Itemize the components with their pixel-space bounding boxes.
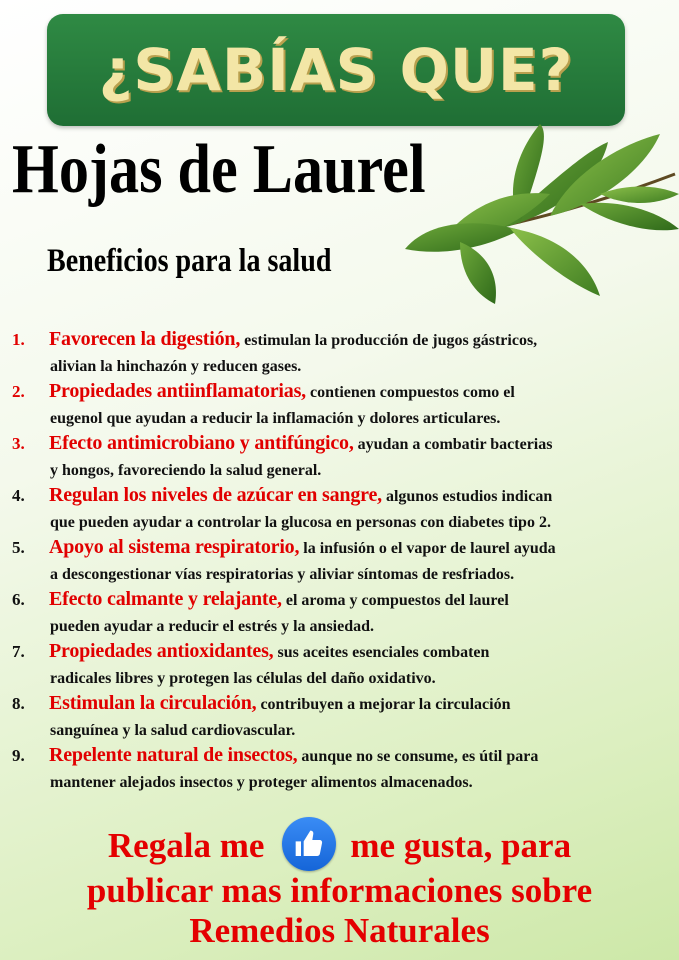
list-item <box>12 430 677 482</box>
item-heading: Favorecen la digestión, <box>49 328 241 350</box>
list-item <box>12 326 677 378</box>
item-number: 3. <box>12 434 25 453</box>
item-text-continued: radicales libres y protegen las células del daño oxidativo. <box>50 670 436 687</box>
item-heading: Apoyo al sistema respiratorio, <box>49 536 300 558</box>
item-text: contienen compuestos como el <box>305 384 515 401</box>
list-item <box>12 378 677 430</box>
item-text-continued: eugenol que ayudan a reducir la inflamación y dolores articulares. <box>50 410 501 427</box>
item-heading: Efecto antimicrobiano y antifúngico, <box>49 432 354 454</box>
page-title: Hojas de Laurel <box>12 131 426 208</box>
item-heading: Regulan los niveles de azúcar en sangre, <box>49 484 382 506</box>
item-number: 1. <box>12 330 25 349</box>
item-heading: Propiedades antiinflamatorias, <box>49 380 306 402</box>
item-number: 9. <box>12 746 25 765</box>
item-text: estimulan la producción de jugos gástricos, <box>240 332 538 349</box>
list-item <box>12 742 677 794</box>
item-number: 8. <box>12 694 25 713</box>
item-text-continued: mantener alejados insectos y proteger alimentos almacenados. <box>50 774 473 791</box>
call-to-action <box>0 826 679 951</box>
cta-text-part2: me gusta, para <box>350 826 572 865</box>
item-text: aunque no se consume, es útil para <box>297 748 539 765</box>
cta-text-part1: Regala me <box>107 826 265 865</box>
item-number: 5. <box>12 538 25 557</box>
list-item <box>12 586 677 638</box>
list-item <box>12 534 677 586</box>
page-subtitle: Beneficios para la salud <box>47 243 332 279</box>
item-text: algunos estudios indican <box>381 488 553 505</box>
item-text-continued: pueden ayudar a reducir el estrés y la ansiedad. <box>50 618 375 635</box>
cta-line-1 <box>0 826 679 871</box>
item-text: sus aceites esenciales combaten <box>273 644 490 661</box>
list-item <box>12 638 677 690</box>
item-heading: Repelente natural de insectos, <box>49 744 298 766</box>
cta-line-2: publicar mas informaciones sobre <box>86 870 593 910</box>
item-text-continued: sanguínea y la salud cardiovascular. <box>50 722 296 739</box>
item-heading: Propiedades antioxidantes, <box>49 640 274 662</box>
bay-leaves-illustration <box>400 124 679 304</box>
item-text-continued: y hongos, favoreciendo la salud general. <box>50 462 322 479</box>
cta-line-3: Remedios Naturales <box>189 910 490 950</box>
list-item <box>12 690 677 742</box>
thumbs-up-icon <box>293 828 325 860</box>
item-number: 4. <box>12 486 25 505</box>
item-text-continued: a descongestionar vías respiratorias y aliviar síntomas de resfriados. <box>50 566 515 583</box>
item-text: la infusión o el vapor de laurel ayuda <box>299 540 556 557</box>
item-heading: Estimulan la circulación, <box>49 692 257 714</box>
list-item <box>12 482 677 534</box>
header-banner <box>47 14 625 126</box>
item-number: 7. <box>12 642 25 661</box>
item-text-continued: que pueden ayudar a controlar la glucosa en personas con diabetes tipo 2. <box>50 514 551 531</box>
item-text-continued: alivian la hinchazón y reducen gases. <box>50 358 302 375</box>
item-text: contribuyen a mejorar la circulación <box>256 696 511 713</box>
item-text: ayudan a combatir bacterias <box>353 436 553 453</box>
item-number: 6. <box>12 590 25 609</box>
item-heading: Efecto calmante y relajante, <box>49 588 282 610</box>
like-button[interactable] <box>282 817 336 871</box>
item-number: 2. <box>12 382 25 401</box>
banner-title: ¿SABÍAS QUE? <box>98 36 574 104</box>
item-text: el aroma y compuestos del laurel <box>281 592 509 609</box>
benefits-list <box>12 326 677 794</box>
